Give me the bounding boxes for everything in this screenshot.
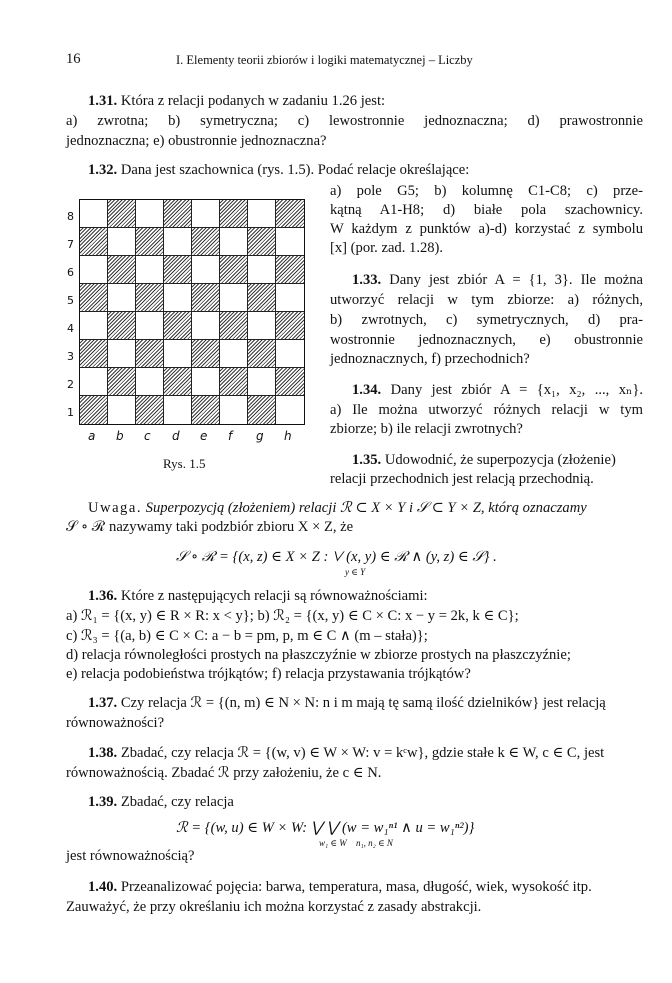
problem-number: 1.40. — [88, 879, 118, 895]
dark-square — [164, 368, 192, 396]
dark-square — [80, 284, 108, 312]
problem-number: 1.34. — [352, 382, 382, 398]
problem-1-32: 1.32. Dana jest szachownica (rys. 1.5). Podać relacje określające: — [88, 162, 470, 178]
light-square — [108, 396, 136, 424]
light-square — [248, 312, 276, 340]
light-square — [80, 368, 108, 396]
dark-square — [80, 340, 108, 368]
problem-1-33-line4: wostronnie jednoznacznych, e) obustronnie — [330, 332, 643, 348]
file-label: c — [144, 429, 151, 443]
light-square — [164, 228, 192, 256]
figure-caption: Rys. 1.5 — [163, 456, 206, 471]
dark-square — [164, 312, 192, 340]
rank-label: 7 — [67, 238, 74, 251]
dark-square — [80, 396, 108, 424]
light-square — [220, 396, 248, 424]
light-square — [192, 312, 220, 340]
problem-1-36-line3: c) ℛ₃ = {(a, b) ∈ C × C: a − b = pm, p, m ∈ C ∧ (m – stała)}; — [66, 628, 428, 644]
dark-square — [192, 284, 220, 312]
problem-1-37-line2: równoważności? — [66, 715, 165, 731]
problem-1-31-line3: jednoznaczna; e) obustronnie jednoznaczna? — [66, 133, 327, 149]
equivalence-formula: ℛ = {(w, u) ∈ W × W: ⋁ ⋁ (w = w₁ⁿ¹ ∧ u = w₁ⁿ²)} — [176, 820, 475, 836]
problem-1-39-line2: jest równoważnością? — [66, 848, 195, 864]
light-square — [276, 228, 304, 256]
light-square — [276, 340, 304, 368]
light-square — [136, 312, 164, 340]
dark-square — [108, 312, 136, 340]
dark-square — [108, 200, 136, 228]
problem-1-33-line3: b) zwrotnych, c) symetrycznych, d) pra- — [330, 312, 643, 328]
rank-label: 1 — [67, 406, 74, 419]
light-square — [108, 340, 136, 368]
light-square — [80, 200, 108, 228]
rank-label: 3 — [67, 350, 74, 363]
problem-1-37: 1.37. Czy relacja ℛ = {(n, m) ∈ N × N: n i m mają tę samą ilość dzielników} jest relacją — [88, 695, 606, 711]
problem-1-34-line3: zbiorze; b) ile relacji zwrotnych? — [330, 421, 523, 437]
dark-square — [136, 340, 164, 368]
running-title: I. Elementy teorii zbiorów i logiki matematycznej – Liczby — [176, 53, 473, 67]
dark-square — [220, 256, 248, 284]
light-square — [248, 200, 276, 228]
light-square — [248, 368, 276, 396]
light-square — [108, 228, 136, 256]
light-square — [220, 340, 248, 368]
problem-number: 1.33. — [352, 272, 382, 288]
rank-label: 8 — [67, 210, 74, 223]
light-square — [220, 228, 248, 256]
light-square — [80, 256, 108, 284]
formula-subscript: n₁, n₂ ∈ N — [356, 838, 393, 848]
dark-square — [220, 200, 248, 228]
file-label: h — [284, 429, 292, 443]
rank-label: 4 — [67, 322, 74, 335]
file-label: d — [172, 429, 180, 443]
problem-number: 1.35. — [352, 452, 382, 468]
light-square — [164, 284, 192, 312]
problem-1-32-line4: W każdym z punktów a)-d) korzystać z symbolu — [330, 221, 643, 237]
problem-number: 1.31. — [88, 93, 118, 109]
file-label: a — [88, 429, 96, 443]
formula-subscript: y ∈ Y — [345, 567, 366, 577]
dark-square — [276, 256, 304, 284]
problem-1-35-line2: relacji przechodnich jest relacją przechodnią. — [330, 471, 594, 487]
file-label: b — [116, 429, 124, 443]
rank-label: 5 — [67, 294, 74, 307]
light-square — [80, 312, 108, 340]
dark-square — [220, 368, 248, 396]
problem-1-31: 1.31. Która z relacji podanych w zadaniu 1.26 jest: — [88, 93, 386, 109]
light-square — [136, 256, 164, 284]
light-square — [192, 368, 220, 396]
dark-square — [276, 312, 304, 340]
problem-1-40-line2: Zauważyć, że przy określaniu ich można korzystać z zasady abstrakcji. — [66, 899, 482, 915]
problem-1-40: 1.40. Przeanalizować pojęcia: barwa, temperatura, masa, długość, wiek, wysokość itp. — [88, 879, 592, 895]
problem-1-33: 1.33. Dany jest zbiór A = {1, 3}. Ile można — [352, 272, 643, 288]
problem-1-36: 1.36. Które z następujących relacji są równoważnościami: — [88, 588, 428, 604]
dark-square — [136, 228, 164, 256]
light-square — [248, 256, 276, 284]
dark-square — [164, 200, 192, 228]
formula-subscript: w₁ ∈ W — [319, 838, 347, 848]
dark-square — [164, 256, 192, 284]
page-number: 16 — [66, 51, 81, 67]
dark-square — [192, 396, 220, 424]
light-square — [276, 284, 304, 312]
problem-1-32-line5: [x] (por. zad. 1.28). — [330, 240, 444, 256]
problem-1-38-line2: równoważnością. Zbadać ℛ przy założeniu, że c ∈ N. — [66, 765, 382, 781]
rank-label: 2 — [67, 378, 74, 391]
light-square — [164, 340, 192, 368]
light-square — [192, 200, 220, 228]
problem-1-38: 1.38. Zbadać, czy relacja ℛ = {(w, v) ∈ W × W: v = kᶜw}, gdzie stałe k ∈ W, c ∈ C, jest — [88, 745, 605, 761]
light-square — [108, 284, 136, 312]
uwaga-label: Uwaga. — [88, 500, 142, 516]
light-square — [192, 256, 220, 284]
dark-square — [192, 228, 220, 256]
problem-1-35: 1.35. Udowodnić, że superpozycja (złożenie) — [352, 452, 616, 468]
light-square — [220, 284, 248, 312]
dark-square — [192, 340, 220, 368]
dark-square — [220, 312, 248, 340]
dark-square — [108, 256, 136, 284]
problem-1-32-line2: a) pole G5; b) kolumnę C1-C8; c) prze- — [330, 183, 643, 199]
dark-square — [276, 368, 304, 396]
problem-1-36-line4: d) relacja równoległości prostych na płaszczyźnie w zbiorze prostych na płaszczyźnie; — [66, 647, 571, 663]
dark-square — [248, 228, 276, 256]
problem-number: 1.32. — [88, 162, 118, 178]
uwaga-note — [88, 499, 587, 518]
light-square — [276, 396, 304, 424]
problem-1-31-line2: a) zwrotna; b) symetryczna; c) lewostronnie jednoznaczna; d) prawostronnie — [66, 113, 643, 129]
light-square — [136, 368, 164, 396]
problem-1-32-line3: kątną A1-H8; d) białe pola szachownicy. — [330, 202, 643, 218]
file-label: f — [228, 429, 233, 443]
dark-square — [80, 228, 108, 256]
problem-1-39: 1.39. Zbadać, czy relacja — [88, 794, 234, 810]
dark-square — [136, 396, 164, 424]
problem-1-36-line2: a) ℛ₁ = {(x, y) ∈ R × R: x < y}; b) ℛ₂ = {(x, y) ∈ C × C: x − y = 2k, k ∈ C}; — [66, 608, 519, 624]
problem-number: 1.38. — [88, 745, 118, 761]
file-label: e — [200, 429, 208, 443]
file-label: g — [256, 429, 264, 443]
dark-square — [248, 396, 276, 424]
dark-square — [248, 340, 276, 368]
dark-square — [136, 284, 164, 312]
chessboard — [79, 199, 305, 425]
problem-1-33-line2: utworzyć relacji w tym zbiorze: a) różnych, — [330, 292, 643, 308]
dark-square — [248, 284, 276, 312]
problem-1-34-line2: a) Ile można utworzyć różnych relacji w tym — [330, 402, 643, 418]
dark-square — [108, 368, 136, 396]
uwaga-line1: Superpozycją (złożeniem) relacji ℛ ⊂ X × Y i 𝒮 ⊂ Y × Z, którą oznaczamy — [145, 500, 587, 516]
dark-square — [276, 200, 304, 228]
problem-number: 1.39. — [88, 794, 118, 810]
problem-1-33-line5: jednoznacznych, f) przechodnich? — [330, 351, 530, 367]
light-square — [164, 396, 192, 424]
problem-number: 1.37. — [88, 695, 118, 711]
superposition-formula: 𝒮 ∘ ℛ = {(x, z) ∈ X × Z : ⋁ (x, y) ∈ ℛ ∧ (y, z) ∈ 𝒮} . — [176, 549, 497, 565]
light-square — [136, 200, 164, 228]
rank-label: 6 — [67, 266, 74, 279]
problem-1-34: 1.34. Dany jest zbiór A = {x₁, x₂, ..., xₙ}. — [352, 382, 643, 398]
uwaga-line2: 𝒮 ∘ ℛ nazywamy taki podzbiór zbioru X × Z, że — [66, 519, 354, 535]
problem-number: 1.36. — [88, 588, 118, 604]
problem-1-36-line5: e) relacja podobieństwa trójkątów; f) relacja przystawania trójkątów? — [66, 666, 471, 682]
